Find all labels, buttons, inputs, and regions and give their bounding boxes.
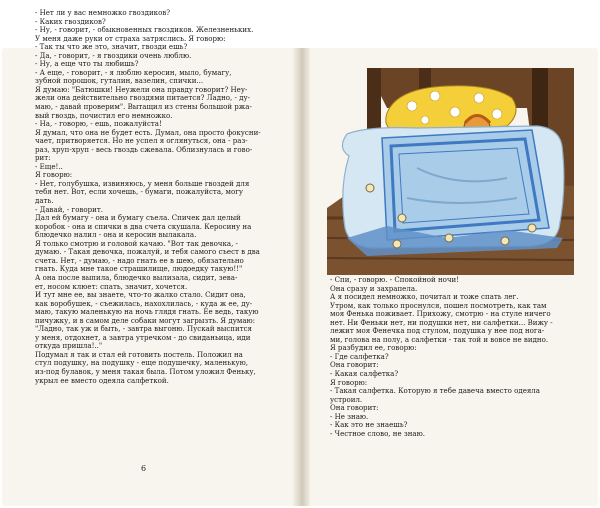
text-line: Я разбудил ее, говорю: xyxy=(330,343,417,353)
text-line: счета. Нет, - думаю, - надо гнать ее в шею, обязательно xyxy=(35,255,244,265)
text-line: устроил. xyxy=(330,394,363,404)
text-line: Она сразу и захрапела. xyxy=(330,283,418,293)
sleeping-fenka-pillow-illustration xyxy=(327,68,574,275)
right-page-text xyxy=(330,276,570,438)
text-line: "Ладно, так уж и быть, - завтра выгоню. Пускай выспится xyxy=(35,324,252,334)
book-gutter xyxy=(292,48,310,506)
text-line: А я посидел немножко, почитал и тоже спать лег. xyxy=(330,292,519,302)
text-line: - Как это не знаешь? xyxy=(330,420,408,430)
text-line: - Честное слово, не знаю. xyxy=(330,428,426,438)
text-line: Я говорю: xyxy=(35,170,73,180)
text-line: - Не знаю. xyxy=(330,411,369,421)
text-line: жели она действительно гвоздями питается? Ладно, - ду- xyxy=(35,93,250,103)
text-line: Я думаю: "Батюшки! Неужели она правду говорит? Неу- xyxy=(35,84,248,94)
text-line: У меня даже руки от страха затряслись. Я говорю: xyxy=(35,33,226,43)
text-line: стул подушку, на подушку - еще подушечку, маленькую, xyxy=(35,358,248,368)
text-line: маю, - давай проверим". Вытащил из стены большой ржа- xyxy=(35,102,252,112)
text-line: - На, - говорю, - ешь, пожалуйста! xyxy=(35,119,162,129)
text-line: пичужку, и в самом деле собаки могут загрызть. Я думаю: xyxy=(35,315,256,325)
text-line: Она говорит: xyxy=(330,360,379,370)
text-line: коробок - она и спички в два счета скушала. Керосину на xyxy=(35,221,252,231)
text-line: дать. xyxy=(35,196,54,206)
text-line: рит: xyxy=(35,153,51,163)
text-line: Я только смотрю и головой качаю. "Вот так девочка, - xyxy=(35,238,238,248)
text-line: - Какая салфетка? xyxy=(330,369,399,379)
text-line: - Ну, - говорит, - обыкновенных гвоздиков. Железненьких. xyxy=(35,25,254,35)
text-line: ет, носом клюет: спать, значит, хочется. xyxy=(35,281,188,291)
text-line: Подумал я так и стал ей готовить постель. Положил на xyxy=(35,349,243,359)
text-line: Дал ей бумагу - она и бумагу съела. Спичек дал целый xyxy=(35,213,241,223)
text-line: - Нет, голубушка, извиняюсь, у меня больше гвоздей для xyxy=(35,178,250,188)
text-line: лежит моя Фенечка под стулом, подушка у нее под нога- xyxy=(330,326,545,336)
text-line: Я говорю: xyxy=(330,377,368,387)
text-line: Она говорит: xyxy=(330,403,379,413)
text-line: тебя нет. Вот, если хочешь, - бумаги, пожалуйста, могу xyxy=(35,187,244,197)
text-line: блюдечко налил - она и керосин вылакала. xyxy=(35,230,197,240)
text-line: - Так ты что же это, значит, гвозди ешь? xyxy=(35,42,188,52)
text-line: из-под булавок, у меня такая была. Потом уложил Феньку, xyxy=(35,366,256,376)
text-line: маю, такую маленькую на ночь глядя гнать. Ее ведь, такую xyxy=(35,307,259,317)
text-line: - Такая салфетка. Которую я тебе давеча вместо одеяла xyxy=(330,386,540,396)
text-line: как воробушек, - съежилась, нахохлилась, - куда ж ее, ду- xyxy=(35,298,253,308)
text-line: Я думал, что она не будет есть. Думал, она просто фокусни- xyxy=(35,127,261,137)
text-line: чает, притворяется. Но не успел я оглянуться, она - раз- xyxy=(35,136,248,146)
text-line: И тут мне ее, вы знаете, что-то жалко стало. Сидит она, xyxy=(35,290,246,300)
left-page-text xyxy=(35,9,273,385)
page-number: 6 xyxy=(141,464,147,473)
illustration-artwork xyxy=(327,68,574,275)
text-line: - Давай, - говорит. xyxy=(35,204,104,214)
text-line: - Нет ли у вас немножко гвоздиков? xyxy=(35,8,171,17)
text-line: думаю. - Такая девочка, пожалуй, и тебя самого съест в два xyxy=(35,247,260,257)
text-line: - Где салфетка? xyxy=(330,351,389,361)
text-line: зубной порошок, гуталин, вазелин, спички... xyxy=(35,76,204,86)
text-line: - Каких гвоздиков? xyxy=(35,16,106,26)
text-line: Утром, как только проснулся, пошел посмотреть, как там xyxy=(330,300,547,310)
text-line: гнать. Куда мне такое страшилище, людоедку такую!!" xyxy=(35,264,243,274)
text-line: - Еще!.. xyxy=(35,161,63,171)
text-line: - Ну, а еще что ты любишь? xyxy=(35,59,139,69)
text-line: моя Фенька поживает. Прихожу, смотрю - на стуле ничего xyxy=(330,309,551,319)
text-line: А она после выпила, блюдечко вылизала, сидит, зева- xyxy=(35,272,238,282)
text-line: - Да, - говорит, - я гвоздики очень люблю. xyxy=(35,50,192,60)
text-line: у меня, отдохнет, а завтра утречком - до свиданьица, иди xyxy=(35,332,251,342)
text-line: откуда пришла!.." xyxy=(35,341,103,351)
text-line: укрыл ее вместо одеяла салфеткой. xyxy=(35,375,169,385)
text-line: нет. Ни Феньки нет, ни подушки нет, ни салфетки... Вижу - xyxy=(330,317,553,327)
text-line: ми, голова на полу, а салфетки - так той и вовсе не видно. xyxy=(330,334,549,344)
text-line: вый гвоздь, почистил его немножко. xyxy=(35,110,173,120)
text-line: - Спи, - говорю. - Спокойной ночи! xyxy=(330,275,460,284)
text-line: раз, хруп-хруп - весь гвоздь сжевала. Облизнулась и гово- xyxy=(35,144,253,154)
text-line: - А еще, - говорит, - я люблю керосин, мыло, бумагу, xyxy=(35,67,232,77)
